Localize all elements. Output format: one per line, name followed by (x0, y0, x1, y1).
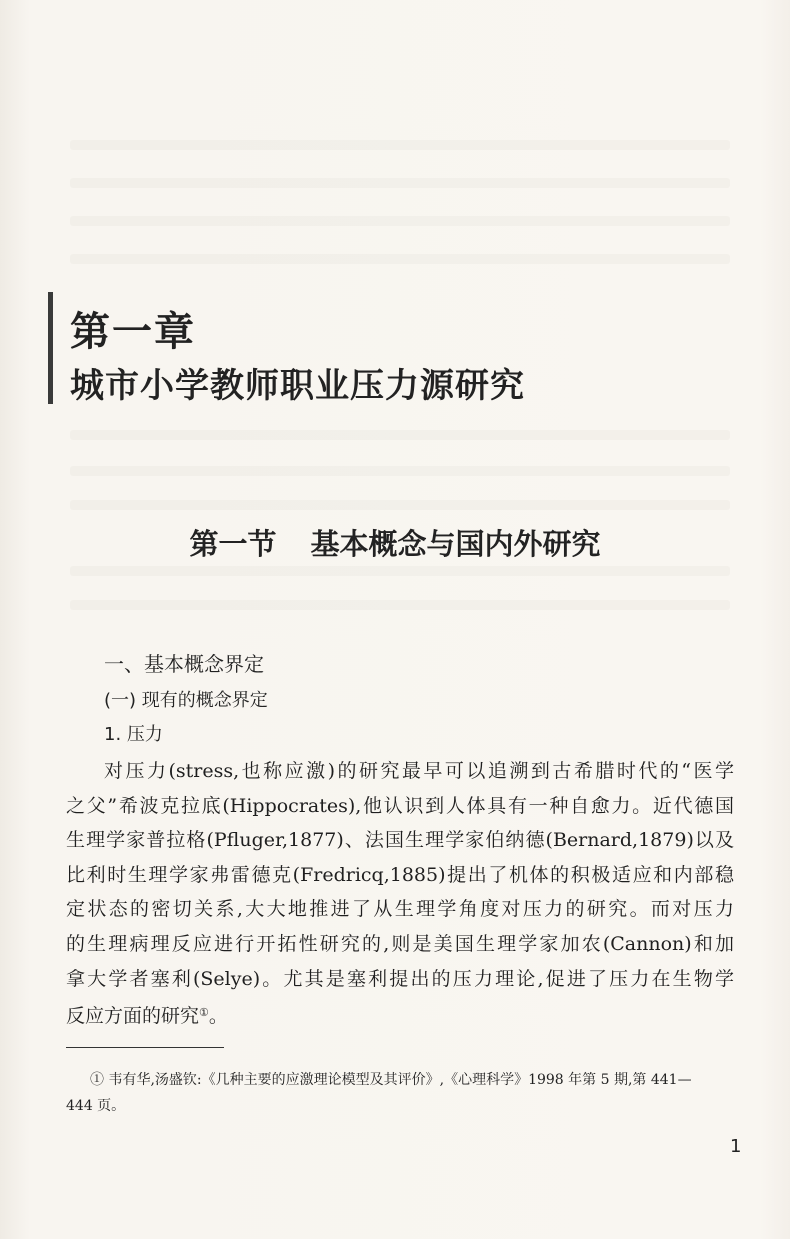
section-heading (0, 522, 790, 563)
bleed-through-mark (70, 500, 730, 510)
bleed-through-mark (70, 140, 730, 150)
paragraph-last-line (66, 996, 734, 1031)
chapter-number: 第一章 (70, 308, 196, 355)
subheading-level-1: 一、基本概念界定 (104, 652, 264, 676)
footnote-line: ① 韦有华,汤盛钦:《几种主要的应激理论模型及其评价》,《心理科学》1998 年第 5 期,第 441— (90, 1072, 692, 1088)
bleed-through-mark (70, 466, 730, 476)
paragraph-line: 之父”希波克拉底(Hippocrates),他认识到人体具有一种自愈力。近代德国 (66, 794, 734, 817)
bleed-through-mark (70, 178, 730, 188)
page-number: 1 (730, 1136, 742, 1157)
section-title: 基本概念与国内外研究 (310, 527, 601, 561)
paragraph-line: 反应方面的研究 (66, 1005, 200, 1028)
subheading-level-2: (一) 现有的概念界定 (104, 690, 268, 711)
body-paragraph (66, 754, 734, 1031)
chapter-accent-bar (48, 292, 53, 404)
paragraph-line: 的生理病理反应进行开拓性研究的,则是美国生理学家加农(Cannon)和加 (66, 932, 734, 955)
paragraph-line: 生理学家普拉格(Pfluger,1877)、法国生理学家伯纳德(Bernard,1879)以及 (66, 829, 734, 852)
footnote (66, 1067, 734, 1119)
bleed-through-mark (70, 566, 730, 576)
bleed-through-mark (70, 216, 730, 226)
footnote-divider (66, 1047, 224, 1048)
bleed-through-mark (70, 600, 730, 610)
paragraph-line: 拿大学者塞利(Selye)。尤其是塞利提出的压力理论,促进了压力在生物学 (66, 967, 734, 990)
paragraph-line: 对压力(stress,也称应激)的研究最早可以追溯到古希腊时代的“医学 (104, 760, 734, 782)
footnote-line: 444 页。 (66, 1098, 126, 1114)
paragraph-line: 比利时生理学家弗雷德克(Fredricq,1885)提出了机体的积极适应和内部稳 (66, 863, 734, 886)
paragraph-end-punct: 。 (208, 1005, 228, 1028)
bleed-through-mark (70, 430, 730, 440)
paragraph-line: 定状态的密切关系,大大地推进了从生理学角度对压力的研究。而对压力 (66, 898, 734, 921)
bleed-through-mark (70, 254, 730, 264)
subheading-level-3: 1. 压力 (104, 724, 163, 745)
section-number: 第一节 (189, 527, 277, 561)
chapter-title: 城市小学教师职业压力源研究 (70, 366, 525, 406)
footnote-reference[interactable]: ① (199, 1006, 209, 1020)
